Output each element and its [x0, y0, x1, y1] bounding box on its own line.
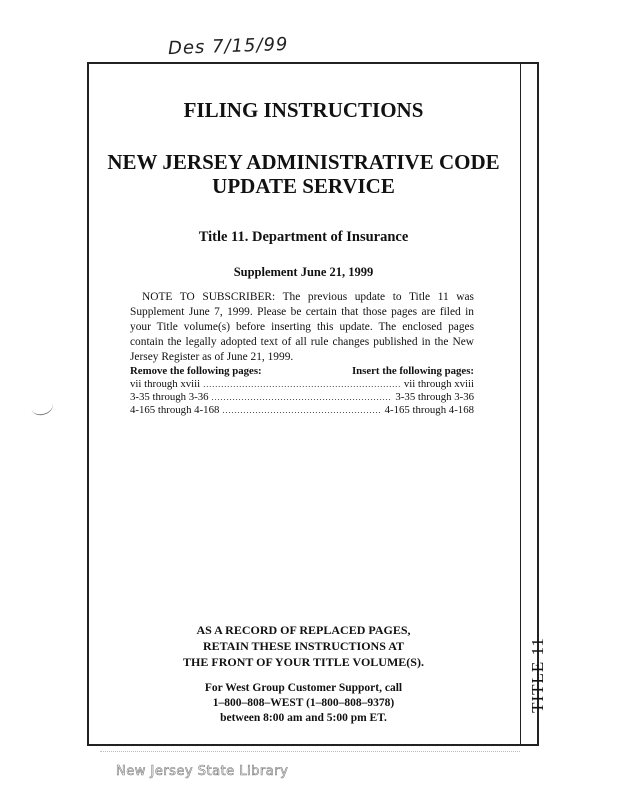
support-hours: between 8:00 am and 5:00 pm ET.	[220, 712, 387, 724]
dot-leader	[222, 404, 381, 417]
record-line: AS A RECORD OF REPLACED PAGES,	[196, 623, 411, 637]
table-row	[130, 391, 474, 404]
insert-pages: vii through xviii	[403, 378, 474, 390]
title-tab	[528, 637, 547, 713]
remove-header: Remove the following pages:	[130, 365, 262, 377]
insert-pages: 3-35 through 3-36	[395, 391, 474, 403]
bottom-scan-line	[100, 751, 520, 752]
insert-pages: 4-165 through 4-168	[384, 404, 474, 416]
library-stamp: New Jersey State Library	[116, 764, 289, 779]
table-header	[130, 364, 474, 378]
margin-mark	[29, 395, 55, 417]
support-phone: 1–800–808–WEST (1–800–808–9378)	[212, 697, 395, 709]
insert-header: Insert the following pages:	[351, 365, 474, 377]
page-replacement-table	[130, 364, 474, 417]
title-subtitle: Title 11. Department of Insurance	[198, 229, 409, 245]
note-text: NOTE TO SUBSCRIBER: The previous update to Title 11 was Supplement June 7, 1999. Please be certain that those pages are filed in your Title volume(s) before inserting this update. The enclosed pages contain the legally adopted text of all rule changes published in the New Jersey Register as of June 21, 1999.	[130, 291, 474, 363]
tab-divider	[520, 62, 521, 746]
table-row	[130, 378, 474, 391]
remove-pages: vii through xviii	[130, 378, 201, 390]
remove-pages: 4-165 through 4-168	[130, 404, 220, 416]
record-line: RETAIN THESE INSTRUCTIONS AT	[202, 639, 405, 653]
dot-leader	[212, 391, 393, 404]
table-row	[130, 404, 474, 417]
dot-leader	[203, 378, 401, 391]
code-title-line2: UPDATE SERVICE	[212, 174, 395, 198]
record-line: THE FRONT OF YOUR TITLE VOLUME(S).	[183, 655, 424, 669]
title-tab-label: TITLE 11	[528, 637, 547, 713]
code-title	[87, 150, 520, 198]
page-title: FILING INSTRUCTIONS	[183, 98, 424, 122]
code-title-line1: NEW JERSEY ADMINISTRATIVE CODE	[107, 150, 500, 174]
note-to-subscriber	[130, 290, 474, 365]
record-notice	[87, 622, 520, 670]
remove-pages: 3-35 through 3-36	[130, 391, 209, 403]
supplement-date: Supplement June 21, 1999	[233, 265, 374, 279]
support-line: For West Group Customer Support, call	[204, 682, 403, 694]
customer-support	[87, 681, 520, 726]
handwritten-annotation: Des 7/15/99	[167, 33, 289, 60]
